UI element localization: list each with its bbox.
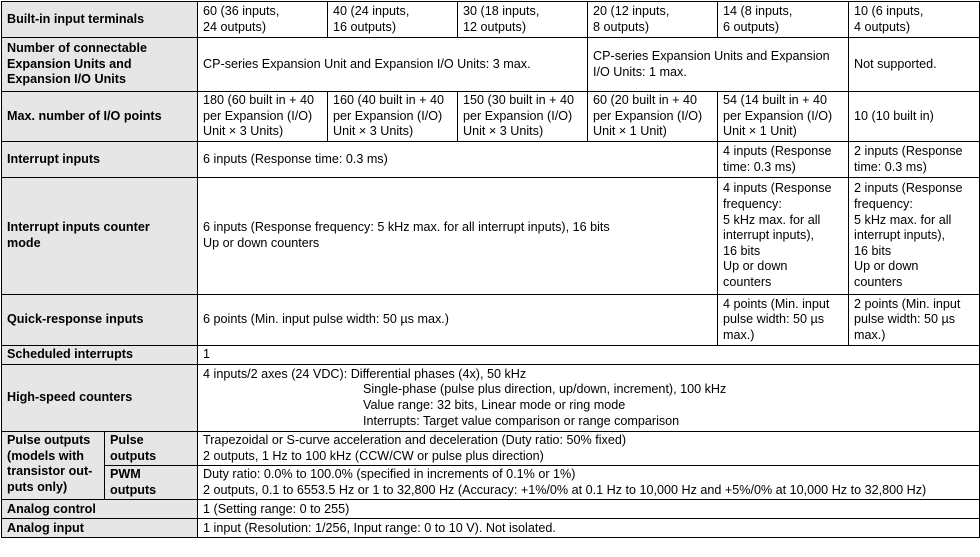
row-expansion-units [2, 38, 980, 92]
row-interrupt-inputs [2, 142, 980, 178]
cell-expansion-not-supported: Not supported. [849, 38, 980, 92]
hsc-line-1: 4 inputs/2 axes (24 VDC): Differential phases (4x), 50 kHz [203, 366, 527, 381]
label-max-io-points: Max. number of I/O points [2, 92, 198, 142]
cell-pwm-outputs: Duty ratio: 0.0% to 100.0% (specified in increments of 0.1% or 1%) 2 outputs, 0.1 to 6553.5 Hz or 1 to 32,800 Hz (Accuracy: +1%/0% at 0.1 Hz to 10,000 Hz and +5%/0% at 10,000 Hz to 32,800 Hz) [198, 466, 980, 500]
label-pwm-outputs: PWM outputs [105, 466, 198, 500]
cell-builtin-60: 60 (36 inputs, 24 outputs) [198, 2, 328, 38]
label-pulse-outputs-group: Pulse outputs (models with transistor out- puts only) [2, 432, 105, 500]
cell-max-io-180: 180 (60 built in + 40 per Expansion (I/O) Unit × 3 Units) [198, 92, 328, 142]
row-analog-input [2, 519, 980, 538]
cell-max-io-160: 160 (40 built in + 40 per Expansion (I/O) Unit × 3 Units) [328, 92, 458, 142]
label-pulse-outputs: Pulse outputs [105, 432, 198, 466]
cell-builtin-30: 30 (18 inputs, 12 outputs) [458, 2, 588, 38]
cell-quick-6: 6 points (Min. input pulse width: 50 µs max.) [198, 295, 718, 346]
label-interrupt-counter-mode: Interrupt inputs counter mode [2, 178, 198, 295]
cell-analog-input: 1 input (Resolution: 1/256, Input range: 0 to 10 V). Not isolated. [198, 519, 980, 538]
row-quick-response [2, 295, 980, 346]
row-analog-control [2, 500, 980, 519]
cell-interrupt-counter-6: 6 inputs (Response frequency: 5 kHz max. for all interrupt inputs), 16 bits Up or down counters [198, 178, 718, 295]
label-analog-control: Analog control [2, 500, 198, 519]
cell-expansion-3max: CP-series Expansion Unit and Expansion I/O Units: 3 max. [198, 38, 588, 92]
label-high-speed-counters: High-speed counters [2, 365, 198, 432]
cell-builtin-40: 40 (24 inputs, 16 outputs) [328, 2, 458, 38]
row-max-io-points [2, 92, 980, 142]
cell-analog-control: 1 (Setting range: 0 to 255) [198, 500, 980, 519]
label-analog-input: Analog input [2, 519, 198, 538]
cell-quick-2: 2 points (Min. input pulse width: 50 µs max.) [849, 295, 980, 346]
cell-interrupt-6: 6 inputs (Response time: 0.3 ms) [198, 142, 718, 178]
cell-scheduled-interrupts: 1 [198, 346, 980, 365]
hsc-line-4: Interrupts: Target value comparison or range comparison [363, 413, 680, 428]
row-builtin-input-terminals [2, 2, 980, 38]
cell-builtin-20: 20 (12 inputs, 8 outputs) [588, 2, 718, 38]
cell-pulse-outputs: Trapezoidal or S-curve acceleration and deceleration (Duty ratio: 50% fixed) 2 outputs, 1 Hz to 100 kHz (CCW/CW or pulse plus direction) [198, 432, 980, 466]
cell-expansion-1max: CP-series Expansion Units and Expansion I/O Units: 1 max. [588, 38, 849, 92]
cell-interrupt-4: 4 inputs (Response time: 0.3 ms) [718, 142, 849, 178]
hsc-line-2: Single-phase (pulse plus direction, up/down, increment), 100 kHz [363, 382, 727, 397]
row-pwm-outputs [2, 466, 980, 500]
cell-high-speed-counters [198, 365, 980, 432]
row-scheduled-interrupts [2, 346, 980, 365]
cell-builtin-10: 10 (6 inputs, 4 outputs) [849, 2, 980, 38]
cell-max-io-150: 150 (30 built in + 40 per Expansion (I/O) Unit × 3 Units) [458, 92, 588, 142]
cell-interrupt-counter-2: 2 inputs (Response frequency: 5 kHz max. for all interrupt inputs), 16 bits Up or down counters [849, 178, 980, 295]
cell-max-io-54: 54 (14 built in + 40 per Expansion (I/O) Unit × 1 Unit) [718, 92, 849, 142]
hsc-line-3: Value range: 32 bits, Linear mode or ring mode [363, 398, 626, 412]
cell-max-io-60: 60 (20 built in + 40 per Expansion (I/O) Unit × 1 Unit) [588, 92, 718, 142]
row-pulse-outputs [2, 432, 980, 466]
cell-interrupt-2: 2 inputs (Response time: 0.3 ms) [849, 142, 980, 178]
cell-quick-4: 4 points (Min. input pulse width: 50 µs max.) [718, 295, 849, 346]
label-quick-response: Quick-response inputs [2, 295, 198, 346]
cell-max-io-10: 10 (10 built in) [849, 92, 980, 142]
row-interrupt-counter-mode [2, 178, 980, 295]
row-high-speed-counters [2, 365, 980, 432]
cell-builtin-14: 14 (8 inputs, 6 outputs) [718, 2, 849, 38]
specifications-table [1, 1, 980, 538]
cell-interrupt-counter-4: 4 inputs (Response frequency: 5 kHz max. for all interrupt inputs), 16 bits Up or down counters [718, 178, 849, 295]
label-scheduled-interrupts: Scheduled interrupts [2, 346, 198, 365]
label-interrupt-inputs: Interrupt inputs [2, 142, 198, 178]
label-builtin-input-terminals: Built-in input terminals [2, 2, 198, 38]
label-expansion-units: Number of connectable Expansion Units and Expansion I/O Units [2, 38, 198, 92]
